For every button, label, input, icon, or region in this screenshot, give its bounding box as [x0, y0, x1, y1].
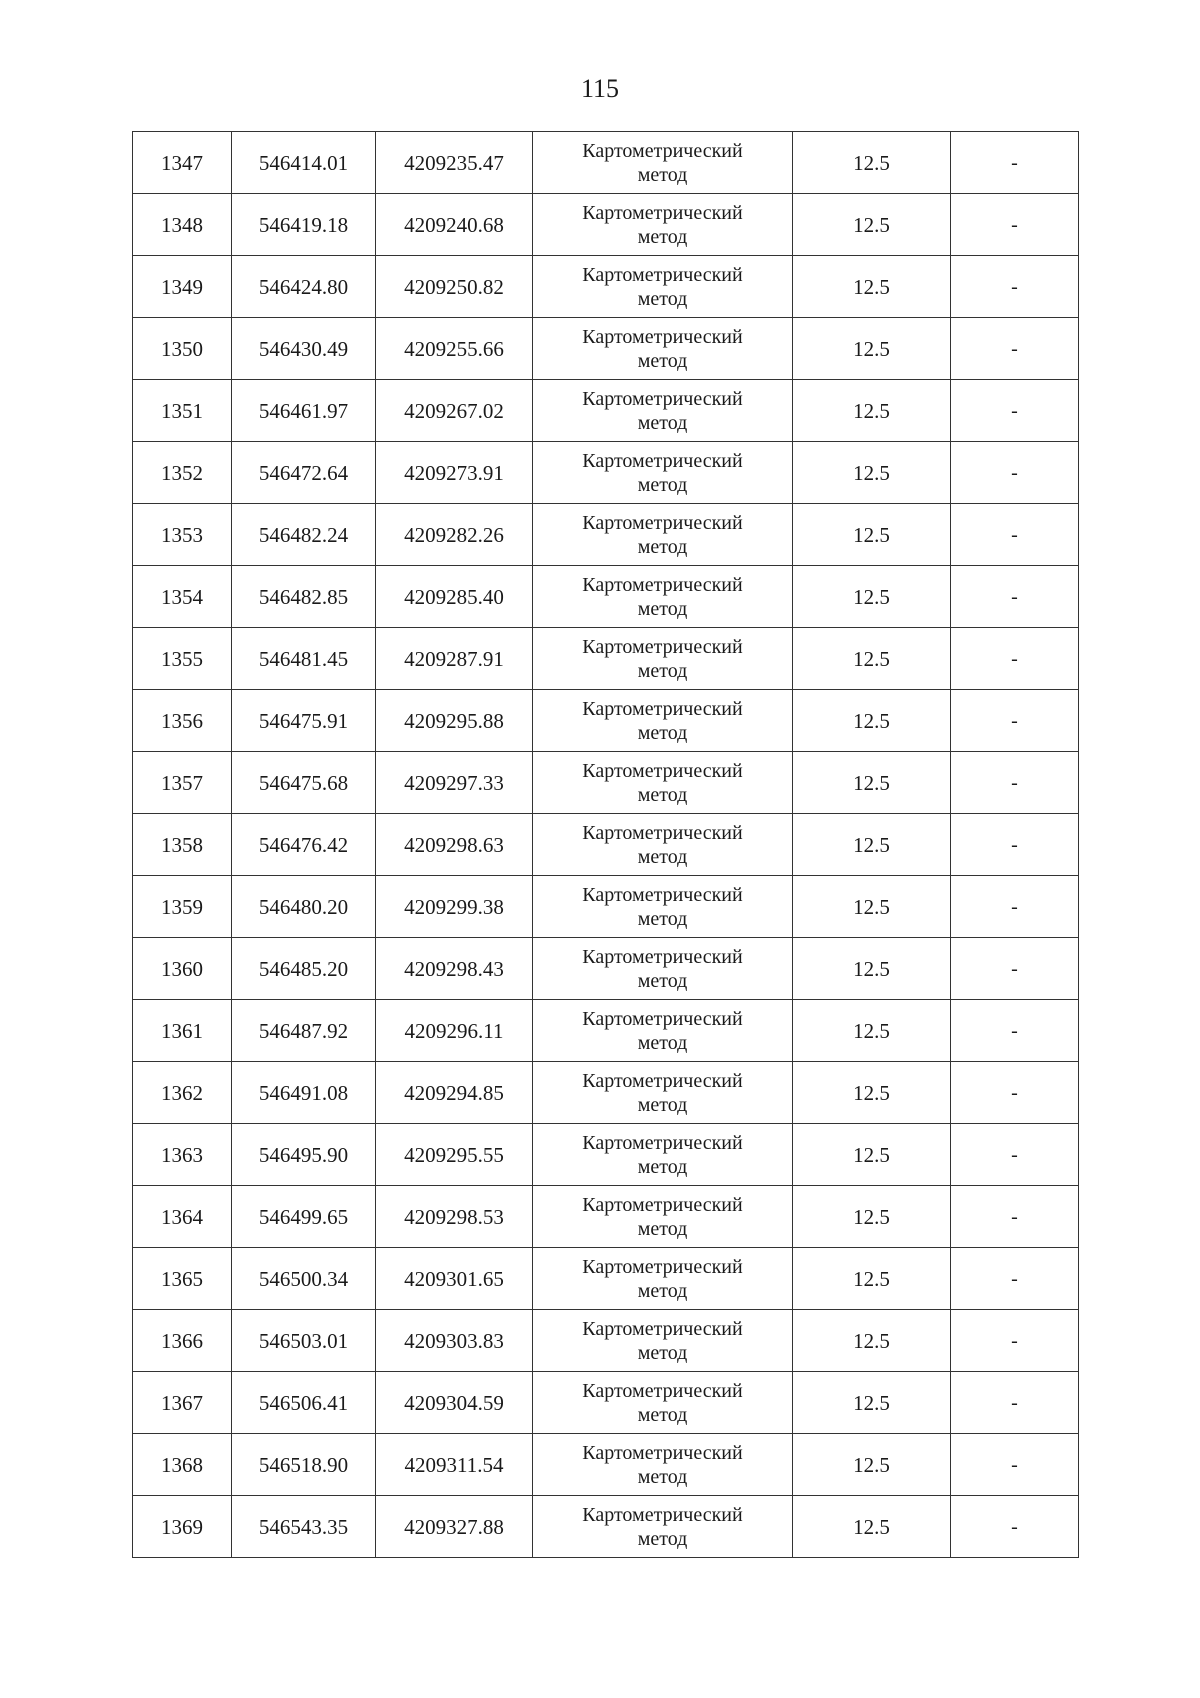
note-cell: - [951, 876, 1079, 938]
point-number: 1350 [133, 318, 232, 380]
coordinate-y: 4209295.88 [376, 690, 533, 752]
method-line-1: Картометрический [582, 1317, 743, 1340]
table-row [133, 318, 1079, 380]
method-cell [533, 504, 793, 566]
method-line-2: метод [637, 845, 688, 868]
point-number: 1358 [133, 814, 232, 876]
method-cell [533, 442, 793, 504]
method-line-2: метод [637, 1093, 688, 1116]
table-row [133, 1186, 1079, 1248]
accuracy-value: 12.5 [793, 132, 951, 194]
method-line-1: Картометрический [582, 139, 743, 162]
coordinate-x: 546487.92 [232, 1000, 376, 1062]
accuracy-value: 12.5 [793, 628, 951, 690]
coordinate-x: 546472.64 [232, 442, 376, 504]
note-cell: - [951, 504, 1079, 566]
method-cell [533, 566, 793, 628]
method-line-1: Картометрический [582, 945, 743, 968]
method-line-1: Картометрический [582, 325, 743, 348]
accuracy-value: 12.5 [793, 1496, 951, 1558]
point-number: 1357 [133, 752, 232, 814]
note-cell: - [951, 1000, 1079, 1062]
coordinate-y: 4209240.68 [376, 194, 533, 256]
method-cell [533, 1372, 793, 1434]
point-number: 1359 [133, 876, 232, 938]
method-line-2: метод [637, 411, 688, 434]
accuracy-value: 12.5 [793, 1062, 951, 1124]
note-cell: - [951, 938, 1079, 1000]
point-number: 1369 [133, 1496, 232, 1558]
method-line-2: метод [637, 473, 688, 496]
accuracy-value: 12.5 [793, 1124, 951, 1186]
method-line-1: Картометрический [582, 1441, 743, 1464]
table-row [133, 1372, 1079, 1434]
coordinate-x: 546414.01 [232, 132, 376, 194]
method-line-2: метод [637, 287, 688, 310]
coordinate-x: 546503.01 [232, 1310, 376, 1372]
coordinate-y: 4209285.40 [376, 566, 533, 628]
point-number: 1361 [133, 1000, 232, 1062]
note-cell: - [951, 256, 1079, 318]
method-line-2: метод [637, 535, 688, 558]
note-cell: - [951, 1372, 1079, 1434]
accuracy-value: 12.5 [793, 442, 951, 504]
accuracy-value: 12.5 [793, 380, 951, 442]
method-cell [533, 938, 793, 1000]
point-number: 1351 [133, 380, 232, 442]
table-row [133, 132, 1079, 194]
table-row [133, 194, 1079, 256]
table-row [133, 380, 1079, 442]
accuracy-value: 12.5 [793, 1000, 951, 1062]
method-line-2: метод [637, 163, 688, 186]
coordinate-x: 546482.24 [232, 504, 376, 566]
table-row [133, 752, 1079, 814]
method-line-2: метод [637, 1341, 688, 1364]
note-cell: - [951, 1062, 1079, 1124]
coordinate-x: 546506.41 [232, 1372, 376, 1434]
coordinate-y: 4209298.63 [376, 814, 533, 876]
coordinate-x: 546491.08 [232, 1062, 376, 1124]
accuracy-value: 12.5 [793, 256, 951, 318]
point-number: 1365 [133, 1248, 232, 1310]
note-cell: - [951, 1124, 1079, 1186]
coordinate-y: 4209294.85 [376, 1062, 533, 1124]
point-number: 1354 [133, 566, 232, 628]
accuracy-value: 12.5 [793, 566, 951, 628]
method-cell [533, 1124, 793, 1186]
accuracy-value: 12.5 [793, 876, 951, 938]
method-cell [533, 876, 793, 938]
coordinate-y: 4209327.88 [376, 1496, 533, 1558]
table-row [133, 938, 1079, 1000]
note-cell: - [951, 814, 1079, 876]
coordinate-y: 4209273.91 [376, 442, 533, 504]
coordinate-x: 546430.49 [232, 318, 376, 380]
note-cell: - [951, 1186, 1079, 1248]
method-cell [533, 256, 793, 318]
method-line-2: метод [637, 225, 688, 248]
method-line-2: метод [637, 969, 688, 992]
accuracy-value: 12.5 [793, 194, 951, 256]
table-row [133, 876, 1079, 938]
method-cell [533, 1496, 793, 1558]
note-cell: - [951, 566, 1079, 628]
coordinate-y: 4209295.55 [376, 1124, 533, 1186]
coordinate-x: 546419.18 [232, 194, 376, 256]
method-cell [533, 318, 793, 380]
table-row [133, 1310, 1079, 1372]
table-row [133, 442, 1079, 504]
point-number: 1366 [133, 1310, 232, 1372]
method-cell [533, 1062, 793, 1124]
method-line-2: метод [637, 1279, 688, 1302]
method-line-1: Картометрический [582, 1007, 743, 1030]
note-cell: - [951, 1310, 1079, 1372]
method-cell [533, 1186, 793, 1248]
accuracy-value: 12.5 [793, 318, 951, 380]
point-number: 1368 [133, 1434, 232, 1496]
table-row [133, 566, 1079, 628]
table-row [133, 504, 1079, 566]
method-line-1: Картометрический [582, 1255, 743, 1278]
coordinate-x: 546500.34 [232, 1248, 376, 1310]
method-cell [533, 690, 793, 752]
note-cell: - [951, 194, 1079, 256]
note-cell: - [951, 1434, 1079, 1496]
coordinate-y: 4209311.54 [376, 1434, 533, 1496]
accuracy-value: 12.5 [793, 690, 951, 752]
table-row [133, 1124, 1079, 1186]
method-cell [533, 1434, 793, 1496]
method-cell [533, 1000, 793, 1062]
method-line-1: Картометрический [582, 387, 743, 410]
coordinate-x: 546424.80 [232, 256, 376, 318]
coordinate-x: 546482.85 [232, 566, 376, 628]
coordinate-y: 4209287.91 [376, 628, 533, 690]
note-cell: - [951, 628, 1079, 690]
method-line-2: метод [637, 659, 688, 682]
coordinate-y: 4209250.82 [376, 256, 533, 318]
method-line-1: Картометрический [582, 821, 743, 844]
accuracy-value: 12.5 [793, 1248, 951, 1310]
method-line-1: Картометрический [582, 635, 743, 658]
coordinate-x: 546543.35 [232, 1496, 376, 1558]
coordinate-y: 4209301.65 [376, 1248, 533, 1310]
point-number: 1355 [133, 628, 232, 690]
coordinate-x: 546499.65 [232, 1186, 376, 1248]
method-cell [533, 752, 793, 814]
table-row [133, 256, 1079, 318]
note-cell: - [951, 318, 1079, 380]
coordinate-x: 546485.20 [232, 938, 376, 1000]
point-number: 1363 [133, 1124, 232, 1186]
point-number: 1367 [133, 1372, 232, 1434]
table-row [133, 690, 1079, 752]
method-line-1: Картометрический [582, 1069, 743, 1092]
coordinate-x: 546475.91 [232, 690, 376, 752]
accuracy-value: 12.5 [793, 814, 951, 876]
method-line-1: Картометрический [582, 697, 743, 720]
coordinate-x: 546480.20 [232, 876, 376, 938]
note-cell: - [951, 752, 1079, 814]
accuracy-value: 12.5 [793, 504, 951, 566]
method-line-1: Картометрический [582, 201, 743, 224]
coordinate-x: 546476.42 [232, 814, 376, 876]
method-line-1: Картометрический [582, 263, 743, 286]
coordinate-y: 4209304.59 [376, 1372, 533, 1434]
method-cell [533, 194, 793, 256]
method-line-2: метод [637, 1217, 688, 1240]
note-cell: - [951, 380, 1079, 442]
coordinate-y: 4209297.33 [376, 752, 533, 814]
accuracy-value: 12.5 [793, 752, 951, 814]
method-cell [533, 380, 793, 442]
coordinate-x: 546461.97 [232, 380, 376, 442]
point-number: 1360 [133, 938, 232, 1000]
coordinate-y: 4209235.47 [376, 132, 533, 194]
table-body [133, 132, 1079, 1558]
method-line-1: Картометрический [582, 883, 743, 906]
method-line-1: Картометрический [582, 1193, 743, 1216]
method-line-1: Картометрический [582, 511, 743, 534]
method-line-2: метод [637, 1031, 688, 1054]
method-line-2: метод [637, 349, 688, 372]
table-row [133, 1496, 1079, 1558]
method-line-2: метод [637, 1403, 688, 1426]
coordinate-y: 4209296.11 [376, 1000, 533, 1062]
page-number: 115 [580, 74, 620, 103]
coordinate-x: 546495.90 [232, 1124, 376, 1186]
table-row [133, 1434, 1079, 1496]
accuracy-value: 12.5 [793, 938, 951, 1000]
method-line-2: метод [637, 597, 688, 620]
accuracy-value: 12.5 [793, 1310, 951, 1372]
table-row [133, 814, 1079, 876]
coordinate-y: 4209282.26 [376, 504, 533, 566]
method-cell [533, 628, 793, 690]
point-number: 1347 [133, 132, 232, 194]
method-cell [533, 814, 793, 876]
table-row [133, 628, 1079, 690]
method-line-1: Картометрический [582, 1379, 743, 1402]
method-line-2: метод [637, 907, 688, 930]
table-row [133, 1062, 1079, 1124]
accuracy-value: 12.5 [793, 1186, 951, 1248]
accuracy-value: 12.5 [793, 1434, 951, 1496]
coordinate-x: 546518.90 [232, 1434, 376, 1496]
accuracy-value: 12.5 [793, 1372, 951, 1434]
point-number: 1353 [133, 504, 232, 566]
method-cell [533, 1310, 793, 1372]
method-line-1: Картометрический [582, 759, 743, 782]
method-line-2: метод [637, 1155, 688, 1178]
coordinate-y: 4209303.83 [376, 1310, 533, 1372]
method-cell [533, 1248, 793, 1310]
coordinate-y: 4209298.43 [376, 938, 533, 1000]
note-cell: - [951, 132, 1079, 194]
coordinate-y: 4209299.38 [376, 876, 533, 938]
coordinate-y: 4209267.02 [376, 380, 533, 442]
coordinates-table [132, 131, 1079, 1558]
method-cell [533, 132, 793, 194]
note-cell: - [951, 1248, 1079, 1310]
method-line-2: метод [637, 1527, 688, 1550]
method-line-2: метод [637, 783, 688, 806]
table-row [133, 1248, 1079, 1310]
method-line-1: Картометрический [582, 1503, 743, 1526]
method-line-1: Картометрический [582, 573, 743, 596]
point-number: 1356 [133, 690, 232, 752]
note-cell: - [951, 1496, 1079, 1558]
coordinate-y: 4209298.53 [376, 1186, 533, 1248]
point-number: 1364 [133, 1186, 232, 1248]
method-line-2: метод [637, 721, 688, 744]
table-row [133, 1000, 1079, 1062]
point-number: 1349 [133, 256, 232, 318]
point-number: 1362 [133, 1062, 232, 1124]
method-line-1: Картометрический [582, 1131, 743, 1154]
coordinate-x: 546481.45 [232, 628, 376, 690]
point-number: 1348 [133, 194, 232, 256]
method-line-2: метод [637, 1465, 688, 1488]
note-cell: - [951, 690, 1079, 752]
note-cell: - [951, 442, 1079, 504]
method-line-1: Картометрический [582, 449, 743, 472]
coordinate-y: 4209255.66 [376, 318, 533, 380]
coordinate-x: 546475.68 [232, 752, 376, 814]
point-number: 1352 [133, 442, 232, 504]
